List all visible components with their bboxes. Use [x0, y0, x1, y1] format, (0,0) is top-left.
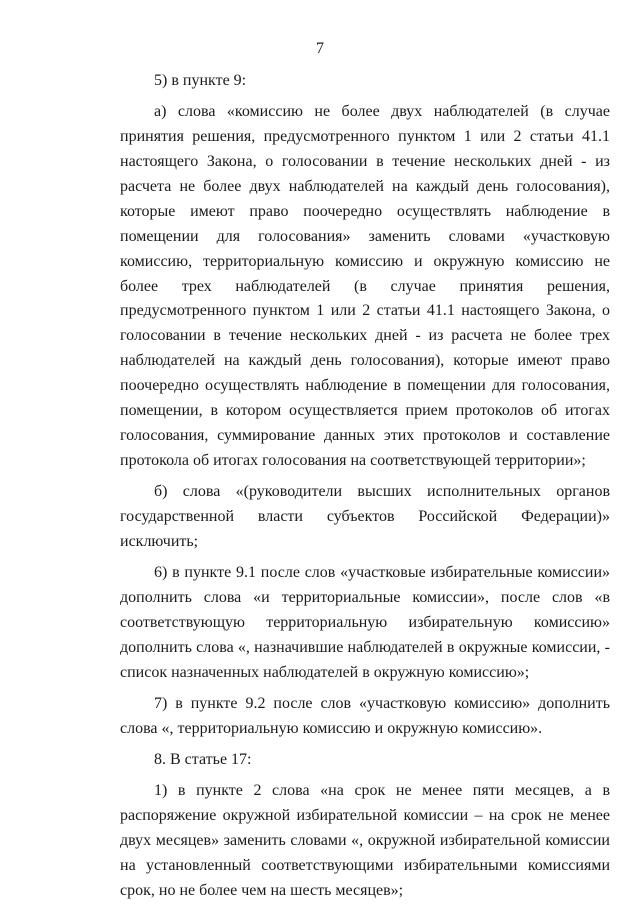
paragraph-item-6: 6) в пункте 9.1 после слов «участковые избирательные комиссии» дополнить слова «и территориальные комиссии», после слов «в соответствующую территориальную избирательную комиссию» дополнить слова «, назначившие наблюдателей в окружные комиссии, - список назначенных наблюдателей в окружную комиссию»; [120, 564, 610, 681]
document-body [120, 69, 610, 910]
paragraph-article-17: 8. В статье 17: [154, 751, 252, 769]
paragraph-subitem-a: а) слова «комиссию не более двух наблюдателей (в случае принятия решения, предусмотренного пунктом 1 или 2 статьи 41.1 настоящего Закона, о голосовании в течение нескольких дней - из расчета не более двух наблюдателей на каждый день голосования), которые имеют право поочередно осуществлять наблюдение в помещении для голосования» заменить словами «участковую комиссию, территориальную комиссию и окружную комиссию не более трех наблюдателей (в случае принятия решения, предусмотренного пунктом 1 или 2 статьи 41.1 настоящего Закона, о голосовании в течение нескольких дней - из расчета не более трех наблюдателей на каждый день голосования), которые имеют право поочередно осуществлять наблюдение в помещении для голосования, помещении, в котором осуществляется прием протоколов об итогах голосования, суммирование данных этих протоколов и составление протокола об итогах голосования на соответствующей территории»; [120, 103, 610, 469]
paragraph-item-5: 5) в пункте 9: [154, 72, 247, 89]
paragraph-item-7: 7) в пункте 9.2 после слов «участковую комиссию» дополнить слова «, территориальную комиссию и окружную комиссию». [120, 694, 610, 737]
paragraph-item-1: 1) в пункте 2 слова «на срок не менее пяти месяцев, а в распоряжение окружной избирательной комиссии – на срок не менее двух месяцев» заменить словами «, окружной избирательной комиссии на установленный соответствующими избирательными комиссиями срок, но не более чем на шесть месяцев»; [120, 782, 610, 899]
page-number: 7 [316, 40, 324, 57]
paragraph-subitem-b: б) слова «(руководители высших исполнительных органов государственной власти субъектов Российской Федерации)» исключить; [120, 483, 610, 550]
